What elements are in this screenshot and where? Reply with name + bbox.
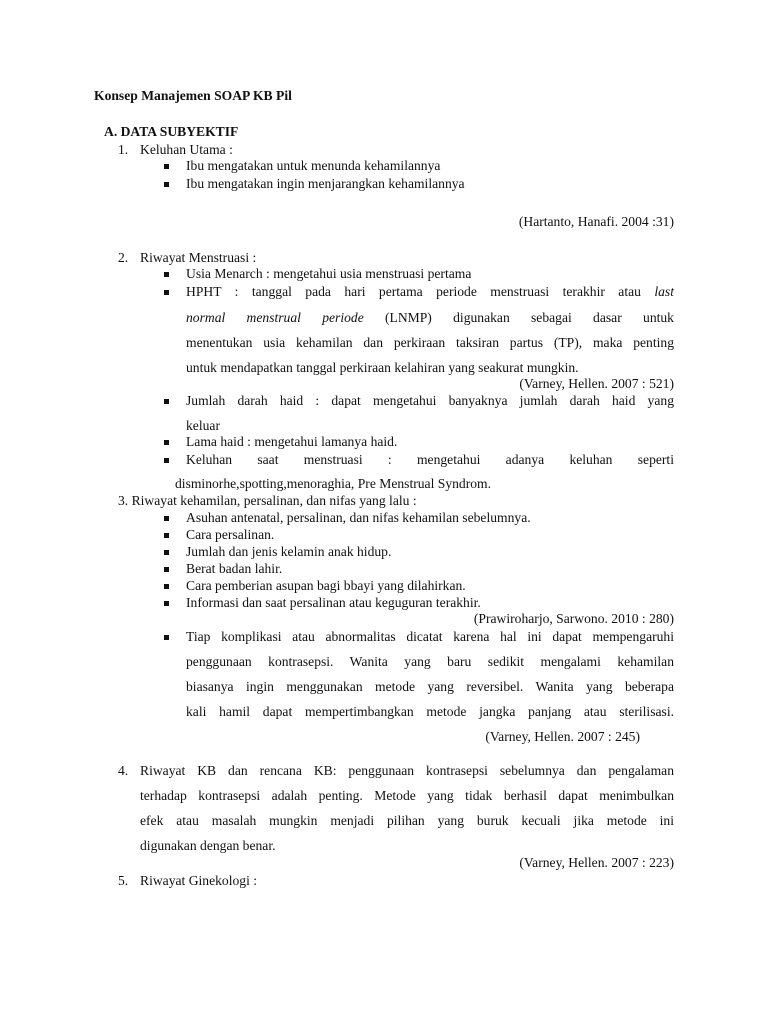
- reference-hartanto: (Hartanto, Hanafi. 2004 :31): [518, 214, 674, 229]
- bullet-marker: [164, 516, 169, 521]
- keluhan-utama-label: Keluhan Utama :: [140, 142, 233, 157]
- keluhan-menstruasi-line-2: disminorhe,spotting,menoraghia, Pre Menstrual Syndrom.: [175, 476, 492, 491]
- bullet-marker: [164, 399, 169, 404]
- item-number-5: 5.: [118, 873, 129, 888]
- reference-varney-223: (Varney, Hellen. 2007 : 223): [519, 855, 674, 870]
- jumlah-darah-line-2: keluar: [186, 418, 220, 433]
- lama-haid-bullet: Lama haid : mengetahui lamanya haid.: [186, 434, 398, 449]
- keluhan-bullet-1: Ibu mengatakan untuk menunda kehamilannya: [186, 158, 441, 173]
- jumlah-darah-line-1: Jumlah darah haid : dapat mengetahui banyaknya jumlah darah haid yang: [186, 393, 674, 408]
- riwayat-ginekologi-label: Riwayat Ginekologi :: [140, 873, 258, 888]
- bullet-marker: [164, 458, 169, 463]
- bullet-marker: [164, 584, 169, 589]
- riwayat-kb-line-2: terhadap kontrasepsi adalah penting. Metode yang tidak berhasil dapat menimbulkan: [140, 788, 674, 803]
- menstruasi-bullet-menarch: Usia Menarch : mengetahui usia menstruasi pertama: [186, 266, 472, 281]
- hpht-line-1: HPHT : tanggal pada hari pertama periode menstruasi terakhir atau last: [186, 284, 674, 299]
- reference-varney-521: (Varney, Hellen. 2007 : 521): [519, 376, 674, 391]
- komplikasi-line-2: penggunaan kontrasepsi. Wanita yang baru sedikit mengalami kehamilan: [186, 654, 674, 669]
- bullet-marker: [164, 164, 169, 169]
- kehamilan-bullet-3: Jumlah dan jenis kelamin anak hidup.: [186, 544, 392, 559]
- section-a-heading: A. DATA SUBYEKTIF: [104, 124, 239, 139]
- riwayat-kehamilan-label: 3. Riwayat kehamilan, persalinan, dan nifas yang lalu :: [118, 493, 417, 508]
- hpht-line-3: menentukan usia kehamilan dan perkiraan taksiran partus (TP), maka penting: [186, 335, 674, 350]
- bullet-marker: [164, 635, 169, 640]
- keluhan-menstruasi-line-1: Keluhan saat menstruasi : mengetahui adanya keluhan seperti: [186, 452, 674, 467]
- riwayat-menstruasi-label: Riwayat Menstruasi :: [140, 250, 257, 265]
- bullet-marker: [164, 290, 169, 295]
- bullet-marker: [164, 272, 169, 277]
- komplikasi-line-1: Tiap komplikasi atau abnormalitas dicatat karena hal ini dapat mempengaruhi: [186, 629, 674, 644]
- bullet-marker: [164, 440, 169, 445]
- item-number-2: 2.: [118, 250, 129, 265]
- hpht-line-4: untuk mendapatkan tanggal perkiraan kelahiran yang seakurat mungkin.: [186, 360, 579, 375]
- komplikasi-line-4: kali hamil dapat mempertimbangkan metode jangka panjang atau sterilisasi.: [186, 704, 674, 719]
- bullet-marker: [164, 601, 169, 606]
- hpht-line-2: normal menstrual periode (LNMP) digunakan sebagai dasar untuk: [186, 310, 674, 325]
- kehamilan-bullet-4: Berat badan lahir.: [186, 561, 283, 576]
- bullet-marker: [164, 550, 169, 555]
- bullet-marker: [164, 567, 169, 572]
- komplikasi-line-3: biasanya ingin menggunakan metode yang reversibel. Wanita yang beberapa: [186, 679, 674, 694]
- keluhan-bullet-2: Ibu mengatakan ingin menjarangkan kehamilannya: [186, 176, 465, 191]
- riwayat-kb-line-3: efek atau masalah mungkin menjadi pilihan yang buruk kecuali jika metode ini: [140, 813, 674, 828]
- kehamilan-bullet-5: Cara pemberian asupan bagi bbayi yang dilahirkan.: [186, 578, 466, 593]
- document-title: Konsep Manajemen SOAP KB Pil: [94, 88, 292, 103]
- bullet-marker: [164, 182, 169, 187]
- item-number-1: 1.: [118, 142, 129, 157]
- bullet-marker: [164, 533, 169, 538]
- kehamilan-bullet-1: Asuhan antenatal, persalinan, dan nifas kehamilan sebelumnya.: [186, 510, 531, 525]
- kehamilan-bullet-6: Informasi dan saat persalinan atau keguguran terakhir.: [186, 595, 481, 610]
- item-number-4: 4.: [118, 763, 129, 778]
- reference-prawiroharjo: (Prawiroharjo, Sarwono. 2010 : 280): [473, 611, 674, 626]
- reference-varney-245: (Varney, Hellen. 2007 : 245): [485, 729, 640, 744]
- riwayat-kb-line-4: digunakan dengan benar.: [140, 838, 276, 853]
- kehamilan-bullet-2: Cara persalinan.: [186, 527, 275, 542]
- riwayat-kb-line-1: Riwayat KB dan rencana KB: penggunaan kontrasepsi sebelumnya dan pengalaman: [140, 763, 674, 778]
